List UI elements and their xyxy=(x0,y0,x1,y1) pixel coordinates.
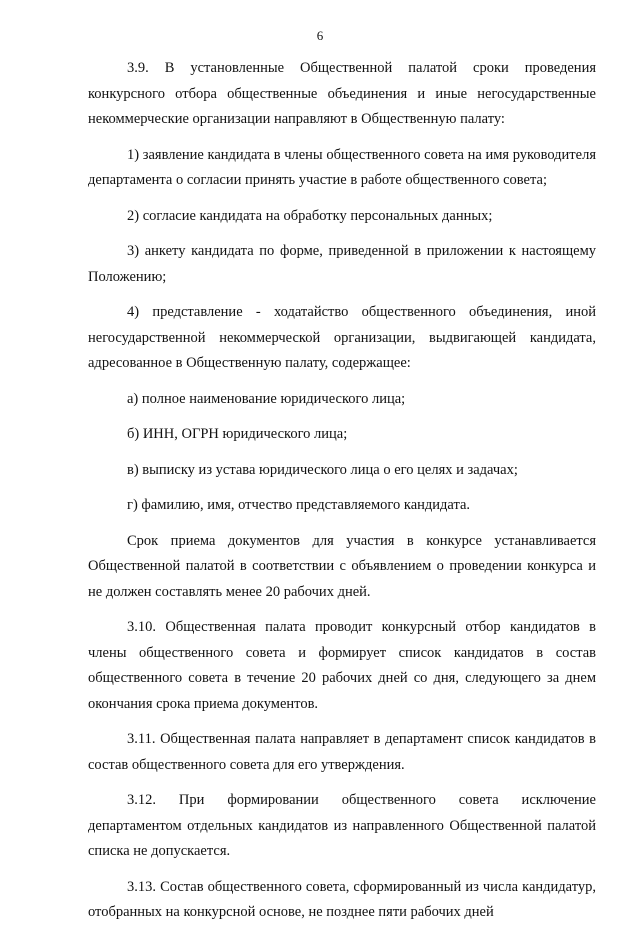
paragraph-3-9: 3.9. В установленные Общественной палатой сроки проведения конкурсного отбора общественные объединения и иные негосударственные некоммерческие организации направляют в Общественную палату: xyxy=(88,60,596,127)
list-item-1: 1) заявление кандидата в члены общественного совета на имя руководителя департамента о согласии принять участие в работе общественного совета; xyxy=(88,146,596,188)
paragraph-3-13: 3.13. Состав общественного совета, сформированный из числа кандидатур, отобранных на конкурсной основе, не позднее пяти рабочих дней xyxy=(88,878,596,920)
sub-item-c: в) выписку из устава юридического лица о его целях и задачах; xyxy=(127,461,518,478)
sub-item-a: а) полное наименование юридического лица; xyxy=(127,390,406,407)
list-item-2: 2) согласие кандидата на обработку персональных данных; xyxy=(127,207,493,224)
list-item-4: 4) представление - ходатайство общественного объединения, иной негосударственной некоммерческой организации, выдвигающей кандидата, адресованное в Общественную палату, содержащее: xyxy=(88,304,596,371)
list-item-3: 3) анкету кандидата по форме, приведенной в приложении к настоящему Положению; xyxy=(88,243,596,285)
paragraph-3-11: 3.11. Общественная палата направляет в департамент список кандидатов в состав общественного совета для его утверждения. xyxy=(88,731,596,773)
page-number: 6 xyxy=(316,28,324,43)
document-body xyxy=(88,56,596,928)
paragraph-3-10: 3.10. Общественная палата проводит конкурсный отбор кандидатов в члены общественного совета и формирует список кандидатов в состав общественного совета в течение 20 рабочих дней со дня, следующего за днем окончания срока приема документов. xyxy=(88,619,596,712)
paragraph-3-12: 3.12. При формировании общественного совета исключение департаментом отдельных кандидатов из направленного Общественной палатой списка не допускается. xyxy=(88,792,596,859)
paragraph-deadline: Срок приема документов для участия в конкурсе устанавливается Общественной палатой в соответствии с объявлением о проведении конкурса и не должен составлять менее 20 рабочих дней. xyxy=(88,532,596,600)
sub-item-d: г) фамилию, имя, отчество представляемого кандидата. xyxy=(127,497,471,513)
sub-item-b: б) ИНН, ОГРН юридического лица; xyxy=(127,426,348,442)
